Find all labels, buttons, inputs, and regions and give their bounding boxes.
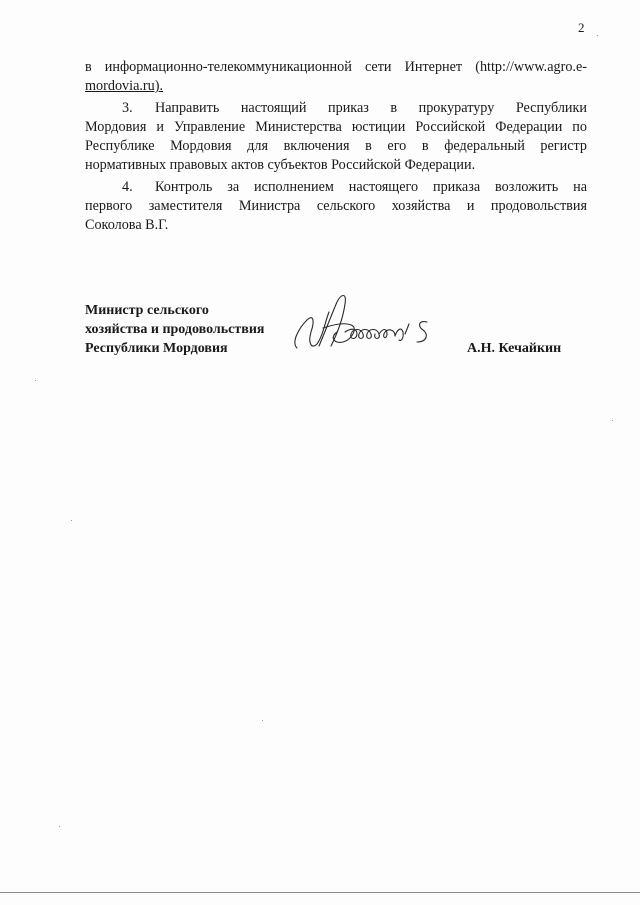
paragraph-4: [85, 178, 587, 235]
paragraph-number: 3.: [122, 100, 133, 116]
signatory-title: [85, 301, 264, 358]
paragraph-line: Республике Мордовия для включения в его в федеральный регистр: [85, 138, 587, 154]
signatory-title-line: хозяйства и продовольствия: [85, 322, 265, 337]
scan-edge-line: [0, 892, 640, 893]
paragraph-continuation: [85, 58, 587, 96]
text-fragment: в информационно-телекоммуникационной сети Интернет (http://www.agro.e-: [85, 59, 587, 75]
signer-name: А.Н. Кечайкин: [467, 341, 562, 356]
page-number: 2: [578, 20, 585, 35]
paragraph-line: [85, 99, 587, 118]
text-fragment: Направить настоящий приказ в прокуратуру Республики: [155, 100, 587, 116]
handwritten-signature: [287, 284, 447, 364]
paragraph-line: Мордовия и Управление Министерства юстиции Российской Федерации по: [85, 119, 587, 135]
paragraph-number: 4.: [122, 179, 133, 195]
paragraph-line: [85, 77, 587, 96]
signatory-title-line: Республики Мордовия: [85, 341, 228, 356]
website-link[interactable]: mordovia.ru).: [85, 78, 164, 94]
paragraph-line: Соколова В.Г.: [85, 217, 169, 233]
paragraph-line: первого заместителя Министра сельского хозяйства и продовольствия: [85, 198, 587, 214]
paragraph-3: [85, 99, 587, 175]
text-fragment: Контроль за исполнением настоящего приказа возложить на: [155, 179, 587, 195]
paragraph-line: нормативных правовых актов субъектов Российской Федерации.: [85, 157, 476, 173]
paragraph-line: [85, 58, 587, 77]
signatory-title-line: Министр сельского: [85, 303, 209, 318]
paragraph-line: [85, 178, 587, 197]
